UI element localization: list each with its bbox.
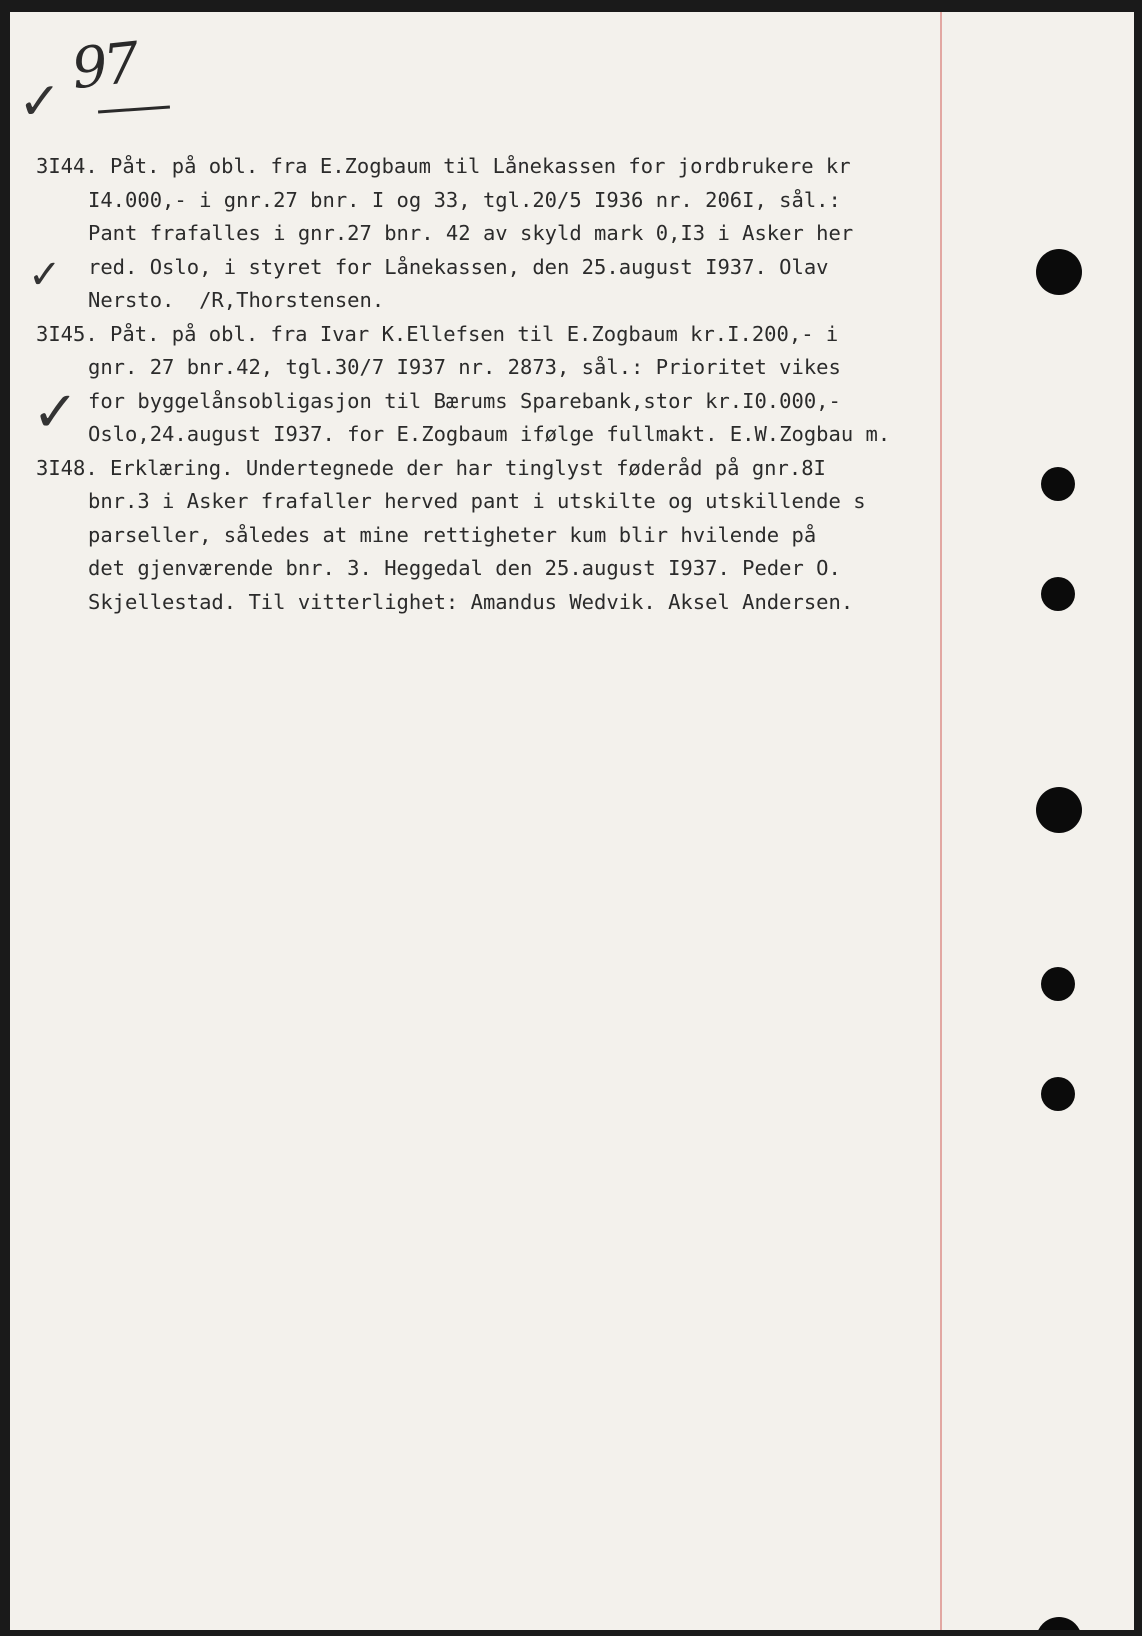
entry-line: Oslo,24.august I937. for E.Zogbaum ifølge fullmakt. E.W.Zogbau m. bbox=[88, 422, 891, 446]
entry-line: for byggelånsobligasjon til Bærums Sparebank,stor kr.I0.000,- bbox=[88, 388, 841, 413]
entry-line: bnr.3 i Asker frafaller herved pant i utskilte og utskillende s bbox=[88, 489, 866, 513]
entry-line: det gjenværende bnr. 3. Heggedal den 25.august I937. Peder O. bbox=[88, 556, 841, 580]
entry-line: red. Oslo, i styret for Lånekassen, den 25.august I937. Olav bbox=[88, 254, 829, 279]
punch-hole bbox=[1041, 967, 1075, 1001]
entry-line: 3I45. Påt. på obl. fra Ivar K.Ellefsen til E.Zogbaum kr.I.200,- i bbox=[36, 321, 839, 346]
page-number: 97 bbox=[68, 30, 139, 103]
entry-3144 bbox=[36, 150, 1106, 318]
punch-hole bbox=[1036, 787, 1082, 833]
entry-line: 3I44. Påt. på obl. fra E.Zogbaum til Lånekassen for jordbrukere kr bbox=[36, 154, 851, 178]
entry-3148 bbox=[36, 452, 1106, 620]
check-mark-icon: ✓ bbox=[32, 380, 79, 445]
punch-hole bbox=[1041, 577, 1075, 611]
entry-line: 3I48. Erklæring. Undertegnede der har tinglyst føderåd på gnr.8I bbox=[36, 455, 826, 480]
page-number-underline bbox=[98, 105, 170, 113]
entries bbox=[36, 150, 1106, 619]
punch-hole bbox=[1036, 249, 1082, 295]
document-page bbox=[10, 12, 1134, 1630]
entry-3145 bbox=[36, 318, 1106, 452]
entry-line: parseller, således at mine rettigheter kum blir hvilende på bbox=[88, 522, 817, 547]
check-mark-icon: ✓ bbox=[18, 72, 62, 132]
punch-hole bbox=[1036, 1617, 1082, 1630]
entry-line: Nersto. /R,Thorstensen. bbox=[88, 288, 385, 312]
punch-hole bbox=[1041, 1077, 1075, 1111]
entry-line: Skjellestad. Til vitterlighet: Amandus Wedvik. Aksel Andersen. bbox=[88, 589, 854, 614]
entry-line: Pant frafalles i gnr.27 bnr. 42 av skyld mark 0,I3 i Asker her bbox=[88, 221, 854, 245]
entry-line: gnr. 27 bnr.42, tgl.30/7 I937 nr. 2873, sål.: Prioritet vikes bbox=[88, 355, 841, 379]
punch-hole bbox=[1041, 467, 1075, 501]
entry-line: I4.000,- i gnr.27 bnr. I og 33, tgl.20/5 I936 nr. 206I, sål.: bbox=[88, 187, 841, 212]
check-mark-icon: ✓ bbox=[28, 252, 62, 298]
